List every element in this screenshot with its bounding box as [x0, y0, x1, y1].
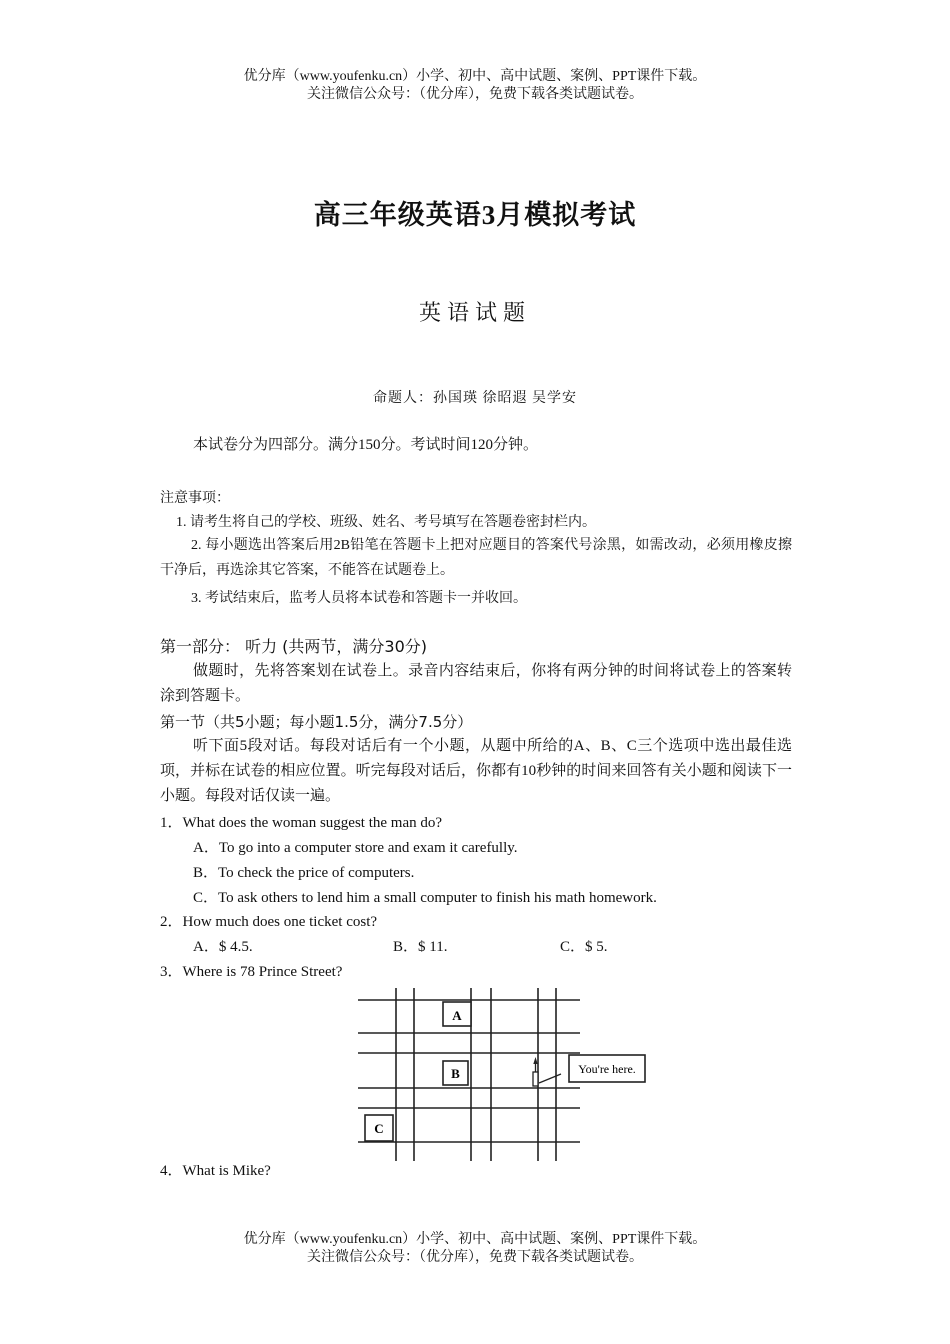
question-1-option-b: B．To check the price of computers.	[193, 865, 415, 881]
street-map	[358, 985, 658, 1165]
question-2-option-c: C．$ 5.	[560, 939, 608, 955]
building-b	[443, 1061, 468, 1085]
building-a	[443, 1002, 471, 1026]
question-2-option-a: A．$ 4.5.	[193, 939, 253, 955]
map-label-c: C	[374, 1121, 384, 1136]
notice-item-2: 2. 每小题选出答案后用2B铅笔在答题卡上把对应题目的答案代号涂黑，如需改动，必须用橡皮擦干净后，再选涂其它答案，不能答在试题卷上。	[160, 538, 792, 578]
question-3-stem: 3．Where is 78 Prince Street?	[160, 964, 343, 980]
question-2-stem: 2．How much does one ticket cost?	[160, 914, 378, 930]
exam-intro: 本试卷分为四部分。满分150分。考试时间120分钟。	[193, 437, 539, 453]
exam-subtitle: 英语试题	[418, 301, 531, 326]
question-2-option-b: B．$ 11.	[393, 939, 448, 955]
section1-instructions: 听下面5段对话。每段对话后有一个小题，从题中所给的A、B、C三个选项中选出最佳选项，并标在试卷的相应位置。听完每段对话后，你都有10秒钟的时间来回答有关小题和阅读下一小题。每段对话仅读一遍。	[160, 738, 792, 804]
you-are-here-marker	[533, 1055, 645, 1086]
question-4-stem: 4．What is Mike?	[160, 1163, 271, 1179]
notice-item-3: 3. 考试结束后，监考人员将本试卷和答题卡一并收回。	[191, 591, 527, 606]
question-1-option-a: A．To go into a computer store and exam it carefully.	[193, 840, 518, 856]
part1-heading: 第一部分： 听力 (共两节，满分30分)	[160, 637, 428, 656]
page-footer-line1: 优分库（www.youfenku.cn）小学、初中、高中试题、案例、PPT课件下载。	[243, 1232, 707, 1247]
notice-heading: 注意事项：	[160, 490, 230, 506]
page-header-line2: 关注微信公众号：（优分库），免费下载各类试题试卷。	[307, 87, 643, 102]
notice-item-1: 1. 请考生将自己的学校、班级、姓名、考号填写在答题卷密封栏内。	[176, 515, 596, 530]
page-header-line1: 优分库（www.youfenku.cn）小学、初中、高中试题、案例、PPT课件下载。	[243, 69, 707, 84]
exam-authors: 命题人：孙国瑛 徐昭遐 吴学安	[373, 391, 577, 406]
map-label-a: A	[452, 1008, 462, 1023]
section1-heading: 第一节（共5小题；每小题1.5分，满分7.5分）	[160, 713, 473, 731]
you-are-here-label: You're here.	[578, 1062, 636, 1076]
building-c	[365, 1115, 393, 1141]
question-1-option-c: C．To ask others to lend him a small computer to finish his math homework.	[193, 890, 657, 906]
question-1-stem: 1．What does the woman suggest the man do?	[160, 815, 443, 831]
part1-instructions: 做题时，先将答案划在试卷上。录音内容结束后，你将有两分钟的时间将试卷上的答案转涂到答题卡。	[160, 663, 792, 704]
page-footer-line2: 关注微信公众号：（优分库），免费下载各类试题试卷。	[307, 1250, 643, 1265]
map-label-b: B	[451, 1066, 460, 1081]
exam-title: 高三年级英语3月模拟考试	[313, 200, 637, 230]
